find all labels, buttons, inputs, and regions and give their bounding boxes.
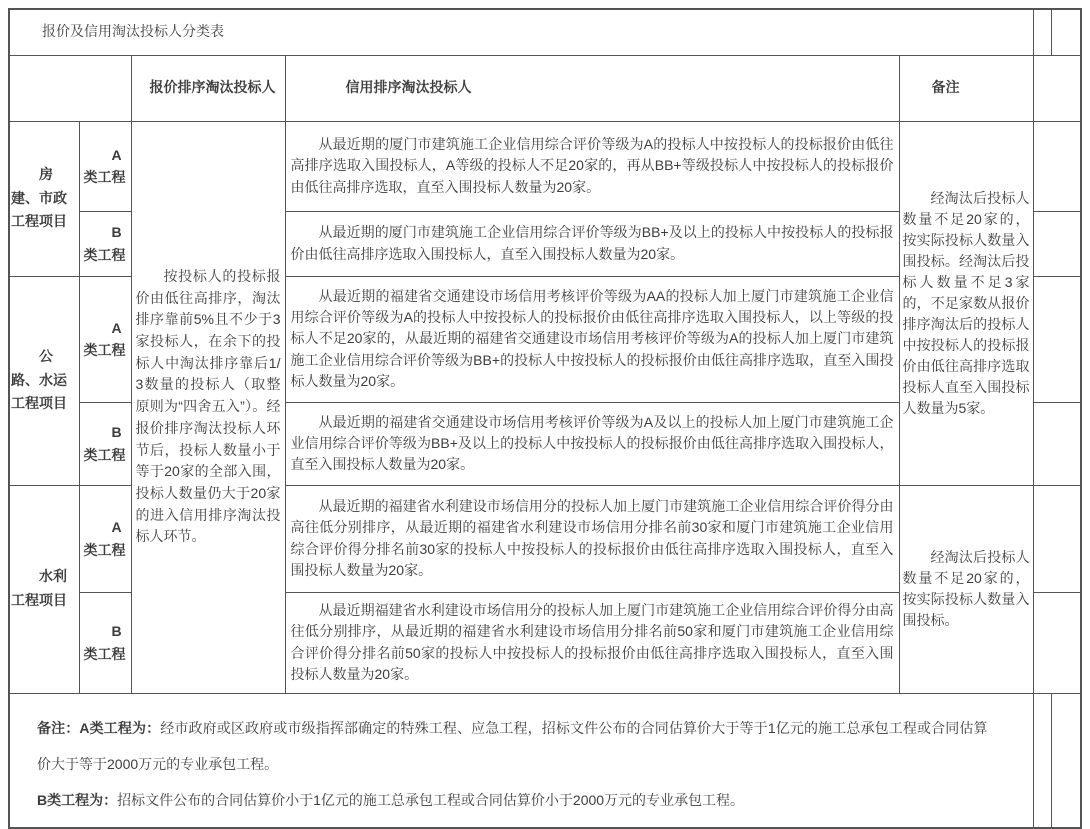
credit-rule-highway-b: 从最近期的福建省交通建设市场信用考核评价等级为A及以上的投标人加上厦门市建筑施工企业信用综合评价等级为BB+及以上的投标人中按投标人的投标报价由低往高排序选取入围投标人，直至入围投标人数量为20家。 [285,402,899,485]
credit-rule-water-a: 从最近期的福建省水利建设市场信用分的投标人加上厦门市建筑施工企业信用综合评价得分由高往低分别排序，从最近期的福建省水利建设市场信用分排名前30家和厦门市建筑施工企业信用综合评价得分排名前30家的投标人中按投标人的投标报价由低往高排序选取入围投标人，直至入围投标人数量为20家。 [285,485,899,592]
footnote-class-a-label: 备注：A类工程为： [37,719,161,736]
footnote-class-b-label: B类工程为： [37,792,118,809]
header-empty-cell [9,55,131,121]
spacer-cell [1033,693,1051,828]
class-a-label: A类工程 [79,276,131,402]
group-housing-municipal: 房建、市政工程项目 [9,121,79,276]
header-remark: 备注 [899,55,1033,121]
spacer-cell [1033,9,1051,55]
group-water-conservancy: 水利工程项目 [9,485,79,693]
spacer-cell [1033,485,1081,592]
credit-rule-water-b: 从最近期福建省水利建设市场信用分的投标人加上厦门市建筑施工企业信用综合评价得分由高往低分别排序，从最近期的福建省水利建设市场信用分排名前50家和厦门市建筑施工企业信用综合评价得分排名前50家的投标人中按投标人的投标报价由低往高排序选取入围投标人，直至入围投标人数量为20家。 [285,592,899,693]
class-b-label: B类工程 [79,402,131,485]
header-credit-elimination: 信用排序淘汰投标人 [285,55,899,121]
group-highway-water-transport: 公路、水运工程项目 [9,276,79,485]
credit-rule-highway-a: 从最近期的福建省交通建设市场信用考核评价等级为AA的投标人加上厦门市建筑施工企业信用综合评价等级为A的投标人中按投标人的投标报价由低往高排序选取入围投标人，以上等级的投标人不足20家的，从最近期的福建省交通建设市场信用考核评价等级为A的投标人加上厦门市建筑施工企业信用综合评价等级为BB+的投标人中按投标人的投标报价由低往高排序选取，直至入围投标人数量为20家。 [285,276,899,402]
footnote-class-a-definition [37,710,988,783]
footnote [9,693,1033,828]
footnote-class-b-text: 招标文件公布的合同估算价小于1亿元的施工总承包工程或合同估算价小于2000万元的专业承包工程。 [117,792,745,809]
classification-table [8,8,1082,829]
footnote-class-a-text: 经市政府或区政府或市级指挥部确定的特殊工程、应急工程，招标文件公布的合同估算价大于等于1亿元的施工总承包工程或合同估算价大于等于2000万元的专业承包工程。 [37,719,988,772]
footnote-class-b-definition [37,782,988,818]
class-a-label: A类工程 [79,121,131,211]
remark-water: 经淘汰后投标人数量不足20家的，按实际投标人数量入围投标。 [899,485,1033,693]
spacer-cell [1051,693,1081,828]
spacer-cell [1051,9,1081,55]
credit-rule-housing-a: 从最近期的厦门市建筑施工企业信用综合评价等级为A的投标人中按投标人的投标报价由低往高排序选取入围投标人，A等级的投标人不足20家的，再从BB+等级投标人中按投标人的投标报价由低往高排序选取，直至入围投标人数量为20家。 [285,121,899,211]
spacer-cell [1033,276,1081,402]
credit-rule-housing-b: 从最近期的厦门市建筑施工企业信用综合评价等级为BB+及以上的投标人中按投标人的投标报价由低往高排序选取入围投标人，直至入围投标人数量为20家。 [285,211,899,276]
header-price-elimination: 报价排序淘汰投标人 [131,55,285,121]
class-b-label: B类工程 [79,211,131,276]
spacer-cell [1033,402,1081,485]
remark-housing-highway: 经淘汰后投标人数量不足20家的，按实际投标人数量入围投标。经淘汰后投标人数量不足3家的，不足家数从报价排序淘汰后的投标人中按投标人的投标报价由低往高排序选取投标人直至入围投标人数量为5家。 [899,121,1033,485]
spacer-cell [1033,211,1081,276]
table-title: 报价及信用淘汰投标人分类表 [9,9,1033,55]
spacer-cell [1033,121,1081,211]
class-b-label: B类工程 [79,592,131,693]
price-elimination-rule: 按投标人的投标报价由低往高排序，淘汰排序靠前5%且不少于3家投标人，在余下的投标人中淘汰排序靠后1/3数量的投标人（取整原则为“四舍五入”）。经报价排序淘汰投标人环节后，投标人数量小于等于20家的全部入围，投标人数量仍大于20家的进入信用排序淘汰投标人环节。 [131,121,285,693]
spacer-cell [1033,592,1081,693]
spacer-cell [1033,55,1081,121]
class-a-label: A类工程 [79,485,131,592]
